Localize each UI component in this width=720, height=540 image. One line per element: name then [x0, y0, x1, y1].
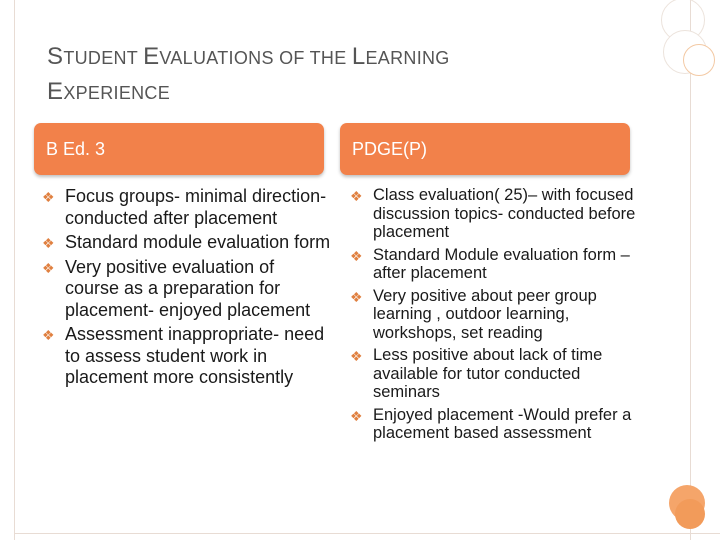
list-item: [42, 324, 332, 389]
list-item: [350, 246, 640, 283]
list-item: [42, 257, 332, 322]
frame-right-line: [690, 0, 691, 540]
list-item: [350, 346, 640, 402]
list-item-text: Standard module evaluation form: [65, 232, 331, 252]
diamond-bullet-icon: ❖: [42, 259, 55, 276]
right-column-header: PDGE(P): [340, 123, 630, 175]
title-text: EARNING: [365, 48, 450, 68]
list-item-text: Focus groups- minimal direction- conducted after placement: [65, 186, 327, 228]
title-cap: E: [143, 43, 160, 70]
diamond-bullet-icon: ❖: [42, 189, 55, 205]
list-item-text: Very positive evaluation of course as a preparation for placement- enjoyed placement: [65, 256, 311, 320]
diamond-bullet-icon: ❖: [42, 327, 55, 343]
list-item-text: Less positive about lack of time available for tutor conducted seminars: [373, 346, 603, 401]
diamond-bullet-icon: ❖: [350, 247, 363, 264]
list-item-text: Assessment inappropriate- need to assess student work in placement more consistently: [65, 324, 325, 387]
title-cap: L: [351, 43, 366, 70]
title-line-2: [47, 75, 647, 110]
list-item: [350, 186, 640, 242]
diamond-bullet-icon: ❖: [350, 288, 363, 305]
title-text: XPERIENCE: [63, 83, 171, 103]
list-item: [350, 406, 640, 443]
list-item: [42, 186, 332, 229]
slide-title: [47, 40, 647, 110]
list-item: [42, 232, 332, 254]
title-cap: S: [47, 43, 64, 70]
left-bullet-list: [42, 186, 332, 392]
title-line-1: [47, 40, 647, 75]
diamond-bullet-icon: ❖: [350, 407, 363, 424]
title-cap: E: [47, 78, 64, 105]
list-item-text: Class evaluation( 25)– with focused discussion topics- conducted before placement: [373, 186, 636, 241]
diamond-bullet-icon: ❖: [350, 188, 363, 204]
list-item-text: Very positive about peer group learning , outdoor learning, workshops, set reading: [373, 286, 597, 342]
diamond-bullet-icon: ❖: [350, 348, 363, 364]
list-item-text: Standard Module evaluation form – after placement: [373, 245, 630, 282]
left-column-header: B Ed. 3: [34, 123, 324, 175]
frame-bottom-line: [14, 533, 720, 534]
decor-circle-bottom-2: [675, 499, 705, 529]
title-text: TUDENT: [63, 48, 144, 68]
frame-left-line: [14, 0, 15, 540]
list-item-text: Enjoyed placement -Would prefer a placement based assessment: [373, 405, 632, 442]
title-text: VALUATIONS OF THE: [159, 48, 352, 68]
decor-circle-top-3: [683, 44, 715, 76]
right-bullet-list: [350, 186, 640, 447]
list-item: [350, 287, 640, 343]
diamond-bullet-icon: ❖: [42, 235, 55, 251]
